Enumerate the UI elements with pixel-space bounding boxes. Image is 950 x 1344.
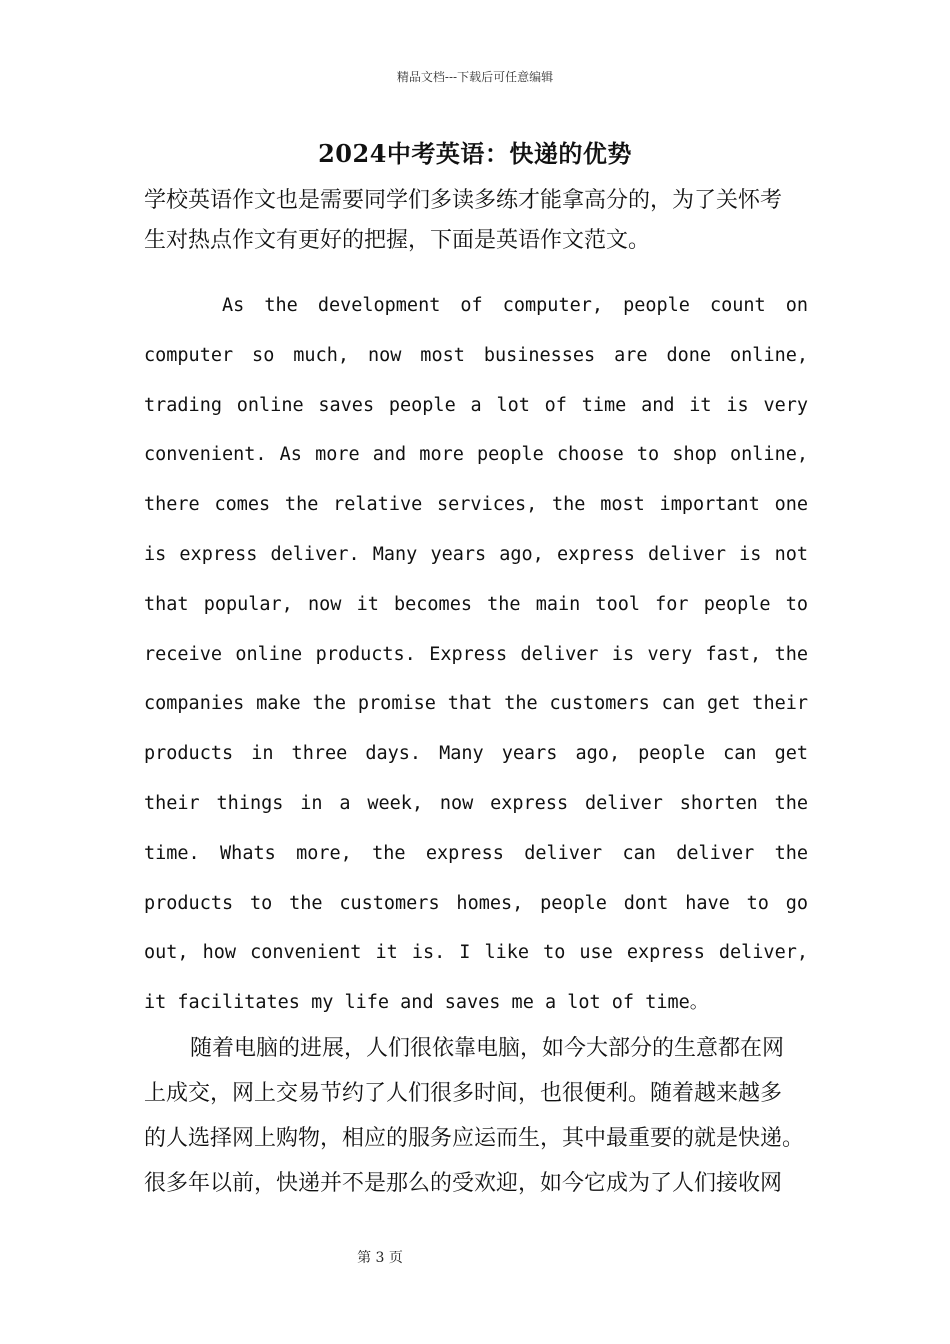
essay-line: out, how convenient it is. I like to use express deliver,	[144, 942, 808, 964]
essay-line: companies make the promise that the customers can get their	[144, 693, 808, 715]
translation-line: 的人选择网上购物，相应的服务应运而生，其中最重要的就是快递。	[144, 1126, 805, 1151]
header-note: 精品文档---下载后可任意编辑	[396, 70, 554, 84]
intro-line: 生对热点作文有更好的把握，下面是英语作文范文。	[144, 228, 651, 253]
essay-line: receive online products. Express deliver is very fast, the	[144, 643, 808, 665]
essay-line: there comes the relative services, the most important one	[144, 494, 808, 516]
essay-line: computer so much, now most businesses are done online,	[144, 344, 808, 366]
essay-line: trading online saves people a lot of time and it is very	[144, 394, 808, 416]
essay-line: products to the customers homes, people dont have to go	[144, 892, 808, 914]
translation-line: 上成交，网上交易节约了人们很多时间，也很便利。随着越来越多	[144, 1081, 783, 1106]
document-title: 2024中考英语：快递的优势	[318, 139, 632, 168]
essay-line: their things in a week, now express deliver shorten the	[144, 792, 808, 814]
essay-line: it facilitates my life and saves me a lot of time。	[144, 992, 709, 1014]
essay-line: As the development of computer, people count on	[222, 295, 808, 316]
translation-line: 很多年以前，快递并不是那么的受欢迎，如今它成为了人们接收网	[144, 1171, 783, 1196]
essay-line: products in three days. Many years ago, people can get	[144, 743, 808, 765]
essay-line: is express deliver. Many years ago, express deliver is not	[144, 543, 808, 565]
intro-line: 学校英语作文也是需要同学们多读多练才能拿高分的，为了关怀考	[144, 188, 783, 213]
essay-line: time. Whats more, the express deliver can deliver the	[144, 842, 808, 864]
english-essay	[144, 281, 808, 1028]
intro-paragraph	[144, 181, 812, 261]
chinese-translation	[144, 1026, 812, 1206]
page-number: 第 3 页	[357, 1250, 403, 1266]
translation-line: 随着电脑的进展，人们很依靠电脑，如今大部分的生意都在网	[190, 1036, 785, 1061]
essay-line: that popular, now it becomes the main tool for people to	[144, 593, 808, 615]
essay-line: convenient. As more and more people choose to shop online,	[144, 444, 808, 466]
